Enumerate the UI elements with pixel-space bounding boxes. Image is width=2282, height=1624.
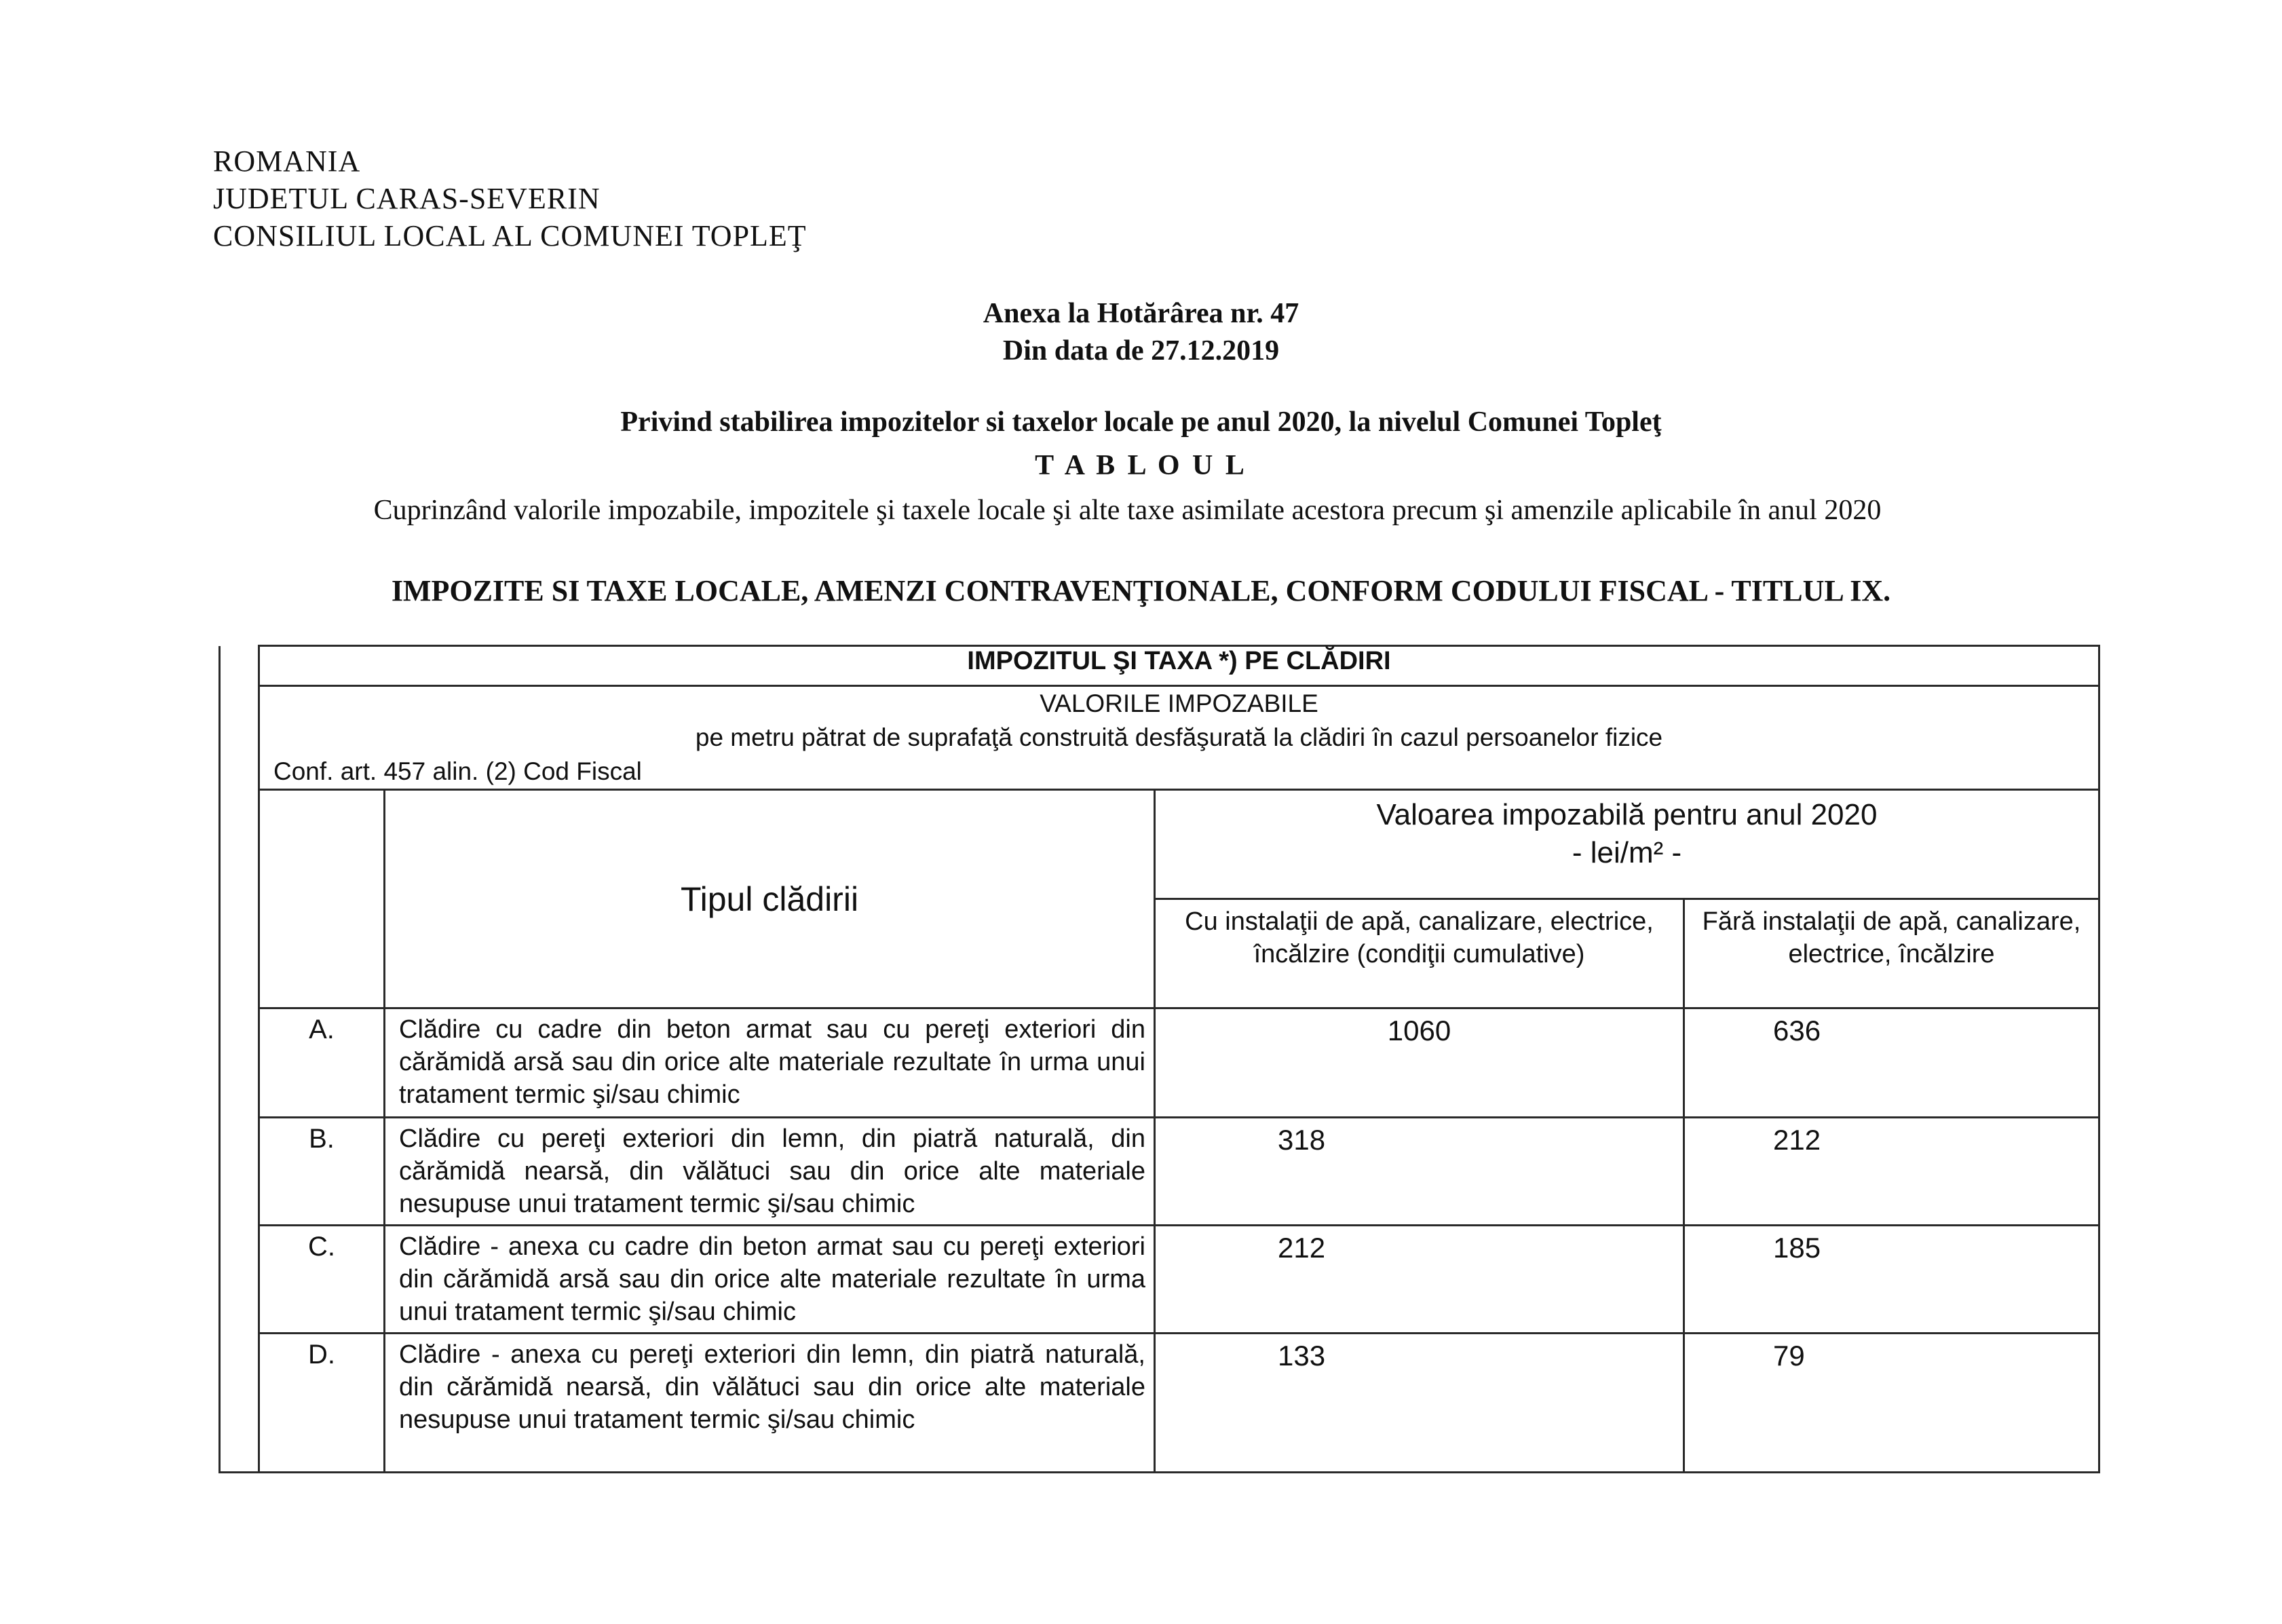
row-description: Clădire cu pereţi exteriori din lemn, din piatră naturală, din cărămidă nearsă, din vălătuci sau din orice alte materiale nesupuse unui tratament termic şi/sau chimic — [385, 1118, 1155, 1226]
taxable-value-title: Valoarea impozabilă pentru anul 2020 — [1376, 798, 1878, 831]
main-heading: IMPOZITE SI TAXE LOCALE, AMENZI CONTRAVENŢIONALE, CONFORM CODULUI FISCAL - TITLUL IX. — [391, 574, 1891, 607]
row-description: Clădire - anexa cu cadre din beton armat sau cu pereţi exteriori din cărămidă arsă sau din orice alte materiale rezultate în urma unui tratament termic şi/sau chimic — [385, 1226, 1155, 1334]
table-row — [220, 1008, 2099, 1118]
row-letter: B. — [259, 1118, 385, 1226]
building-type-header: Tipul clădirii — [385, 790, 1155, 1008]
left-margin-cell — [220, 899, 259, 1008]
issuer-country: ROMANIA — [213, 145, 361, 178]
annex-reference — [0, 295, 2282, 370]
taxable-value-unit: - lei/m² - — [1572, 836, 1682, 869]
values-title: VALORILE IMPOZABILE — [1040, 690, 1318, 717]
table-row — [220, 1334, 2099, 1473]
row-value-with-utilities: 133 — [1155, 1334, 1684, 1473]
row-letter: A. — [259, 1008, 385, 1118]
row-value-without-utilities: 636 — [1684, 1008, 2099, 1118]
values-header — [259, 686, 2099, 790]
left-margin-cell — [220, 1334, 259, 1473]
values-subtitle: pe metru pătrat de suprafaţă construită desfăşurată la clădiri în cazul persoanelor fizice — [695, 723, 1663, 751]
row-description: Clădire cu cadre din beton armat sau cu pereţi exteriori din cărămidă arsă sau din orice alte materiale rezultate în urma unui tratament termic şi/sau chimic — [385, 1008, 1155, 1118]
row-value-without-utilities: 79 — [1684, 1334, 2099, 1473]
document-subject: Privind stabilirea impozitelor si taxelor locale pe anul 2020, la nivelul Comunei Topleţ — [620, 407, 1662, 438]
letter-header-cell — [259, 790, 385, 1008]
annex-line-1: Anexa la Hotărârea nr. 47 — [983, 298, 1299, 329]
annex-line-2: Din data de 27.12.2019 — [1002, 335, 1280, 366]
issuer-county: JUDETUL CARAS-SEVERIN — [213, 182, 601, 215]
tablou-description: Cuprinzând valorile impozabile, impozitele şi taxele locale şi alte taxe asimilate acestora precum şi amenzile aplicabile în anul 2020 — [373, 495, 1882, 526]
row-value-without-utilities: 185 — [1684, 1226, 2099, 1334]
row-letter: C. — [259, 1226, 385, 1334]
section-title: IMPOZITUL ŞI TAXA *) PE CLĂDIRI — [259, 646, 2099, 686]
left-margin-cell — [220, 1226, 259, 1334]
building-tax-table — [218, 645, 2100, 1473]
with-utilities-header: Cu instalaţii de apă, canalizare, electrice, încălzire (condiţii cumulative) — [1155, 899, 1684, 1008]
row-value-without-utilities: 212 — [1684, 1118, 2099, 1226]
issuer-council: CONSILIUL LOCAL AL COMUNEI TOPLEŢ — [213, 219, 807, 252]
row-value-with-utilities: 318 — [1155, 1118, 1684, 1226]
left-margin-cell — [220, 1118, 259, 1226]
row-letter: D. — [259, 1334, 385, 1473]
left-margin-cell — [220, 1008, 259, 1118]
row-value-with-utilities: 212 — [1155, 1226, 1684, 1334]
row-value-with-utilities: 1060 — [1155, 1008, 1684, 1118]
table-row — [220, 1226, 2099, 1334]
legal-reference: Conf. art. 457 alin. (2) Cod Fiscal — [273, 757, 642, 785]
taxable-value-header — [1155, 790, 2099, 899]
row-description: Clădire - anexa cu pereţi exteriori din lemn, din piatră naturală, din cărămidă nearsă, din vălătuci sau din orice alte materiale nesupuse unui tratament termic şi/sau chimic — [385, 1334, 1155, 1473]
without-utilities-header: Fără instalaţii de apă, canalizare, electrice, încălzire — [1684, 899, 2099, 1008]
left-margin-cell — [220, 646, 259, 899]
tablou-title: T A B L O U L — [1035, 450, 1247, 481]
table-row — [220, 1118, 2099, 1226]
issuer-block — [213, 143, 807, 254]
